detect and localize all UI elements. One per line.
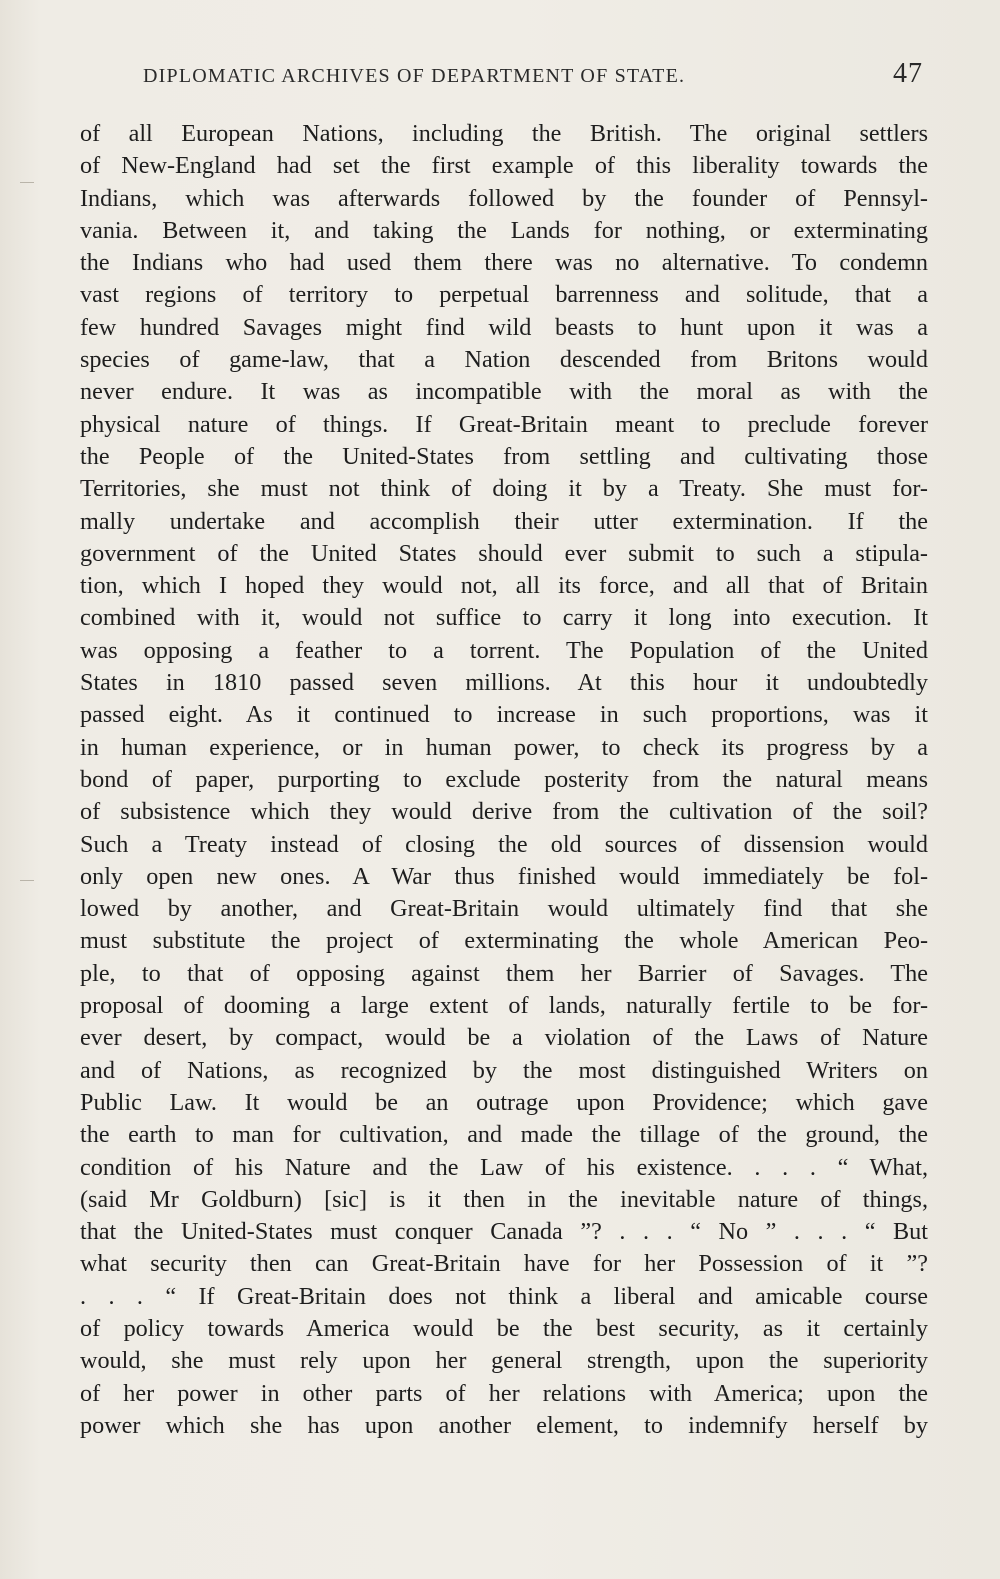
text-line: physical nature of things. If Great-Britain meant to preclude forever [80, 410, 928, 438]
text-line: . . . “ If Great-Britain does not think a liberal and amicable course [80, 1282, 928, 1310]
text-line: of policy towards America would be the best security, as it certainly [80, 1314, 928, 1342]
text-line: combined with it, would not suffice to carry it long into execution. It [80, 604, 928, 632]
text-line: Indians, which was afterwards followed by the founder of Pennsyl- [80, 184, 928, 212]
text-line: passed eight. As it continued to increase in such proportions, was it [80, 701, 928, 729]
text-line: the earth to man for cultivation, and made the tillage of the ground, the [80, 1121, 928, 1149]
text-line: States in 1810 passed seven millions. At this hour it undoubtedly [80, 669, 928, 697]
text-line: would, she must rely upon her general strength, upon the superiority [80, 1347, 928, 1375]
text-line: (said Mr Goldburn) [sic] is it then in the inevitable nature of things, [80, 1185, 928, 1213]
text-line: ever desert, by compact, would be a violation of the Laws of Nature [80, 1024, 928, 1052]
text-line: never endure. It was as incompatible with the moral as with the [80, 378, 928, 406]
text-line: ple, to that of opposing against them her Barrier of Savages. The [80, 959, 928, 987]
text-line: Such a Treaty instead of closing the old sources of dissension would [80, 830, 928, 858]
text-line: and of Nations, as recognized by the most distinguished Writers on [80, 1056, 928, 1084]
body-text [80, 118, 928, 1442]
running-title: DIPLOMATIC ARCHIVES OF DEPARTMENT OF STATE. [143, 65, 686, 87]
text-line: was opposing a feather to a torrent. The Population of the United [80, 636, 928, 664]
text-line: only open new ones. A War thus finished would immediately be fol- [80, 862, 928, 890]
text-line: of New-England had set the first example of this liberality towards the [80, 152, 928, 180]
text-line: vania. Between it, and taking the Lands for nothing, or exterminating [80, 216, 928, 244]
text-line: must substitute the project of exterminating the whole American Peo- [80, 927, 928, 955]
margin-mark [20, 182, 34, 183]
text-line: species of game-law, that a Nation descended from Britons would [80, 346, 928, 374]
text-line: Public Law. It would be an outrage upon Providence; which gave [80, 1088, 928, 1116]
text-line: of her power in other parts of her relations with America; upon the [80, 1379, 928, 1407]
text-line: of subsistence which they would derive from the cultivation of the soil? [80, 798, 928, 826]
text-line: the People of the United-States from settling and cultivating those [80, 442, 928, 470]
text-line: proposal of dooming a large extent of lands, naturally fertile to be for- [80, 992, 928, 1020]
margin-mark [20, 880, 34, 881]
text-line: power which she has upon another element, to indemnify herself by [80, 1411, 928, 1439]
text-line: bond of paper, purporting to exclude posterity from the natural means [80, 765, 928, 793]
text-line: what security then can Great-Britain have for her Possession of it ”? [80, 1250, 928, 1278]
text-line: government of the United States should ever submit to such a stipula- [80, 539, 928, 567]
text-line: that the United-States must conquer Canada ”? . . . “ No ” . . . “ But [80, 1218, 928, 1246]
text-line: condition of his Nature and the Law of his existence. . . . “ What, [80, 1153, 928, 1181]
text-line: in human experience, or in human power, to check its progress by a [80, 733, 928, 761]
text-line: vast regions of territory to perpetual barrenness and solitude, that a [80, 281, 928, 309]
text-line: the Indians who had used them there was no alternative. To condemn [80, 249, 928, 277]
text-line: lowed by another, and Great-Britain would ultimately find that she [80, 895, 928, 923]
text-line: mally undertake and accomplish their utter extermination. If the [80, 507, 928, 535]
text-line: Territories, she must not think of doing it by a Treaty. She must for- [80, 475, 928, 503]
text-line: of all European Nations, including the British. The original settlers [80, 120, 928, 147]
text-line: tion, which I hoped they would not, all its force, and all that of Britain [80, 572, 928, 600]
text-line: few hundred Savages might find wild beasts to hunt upon it was a [80, 313, 928, 341]
running-head [143, 58, 923, 94]
page-number: 47 [893, 58, 923, 89]
